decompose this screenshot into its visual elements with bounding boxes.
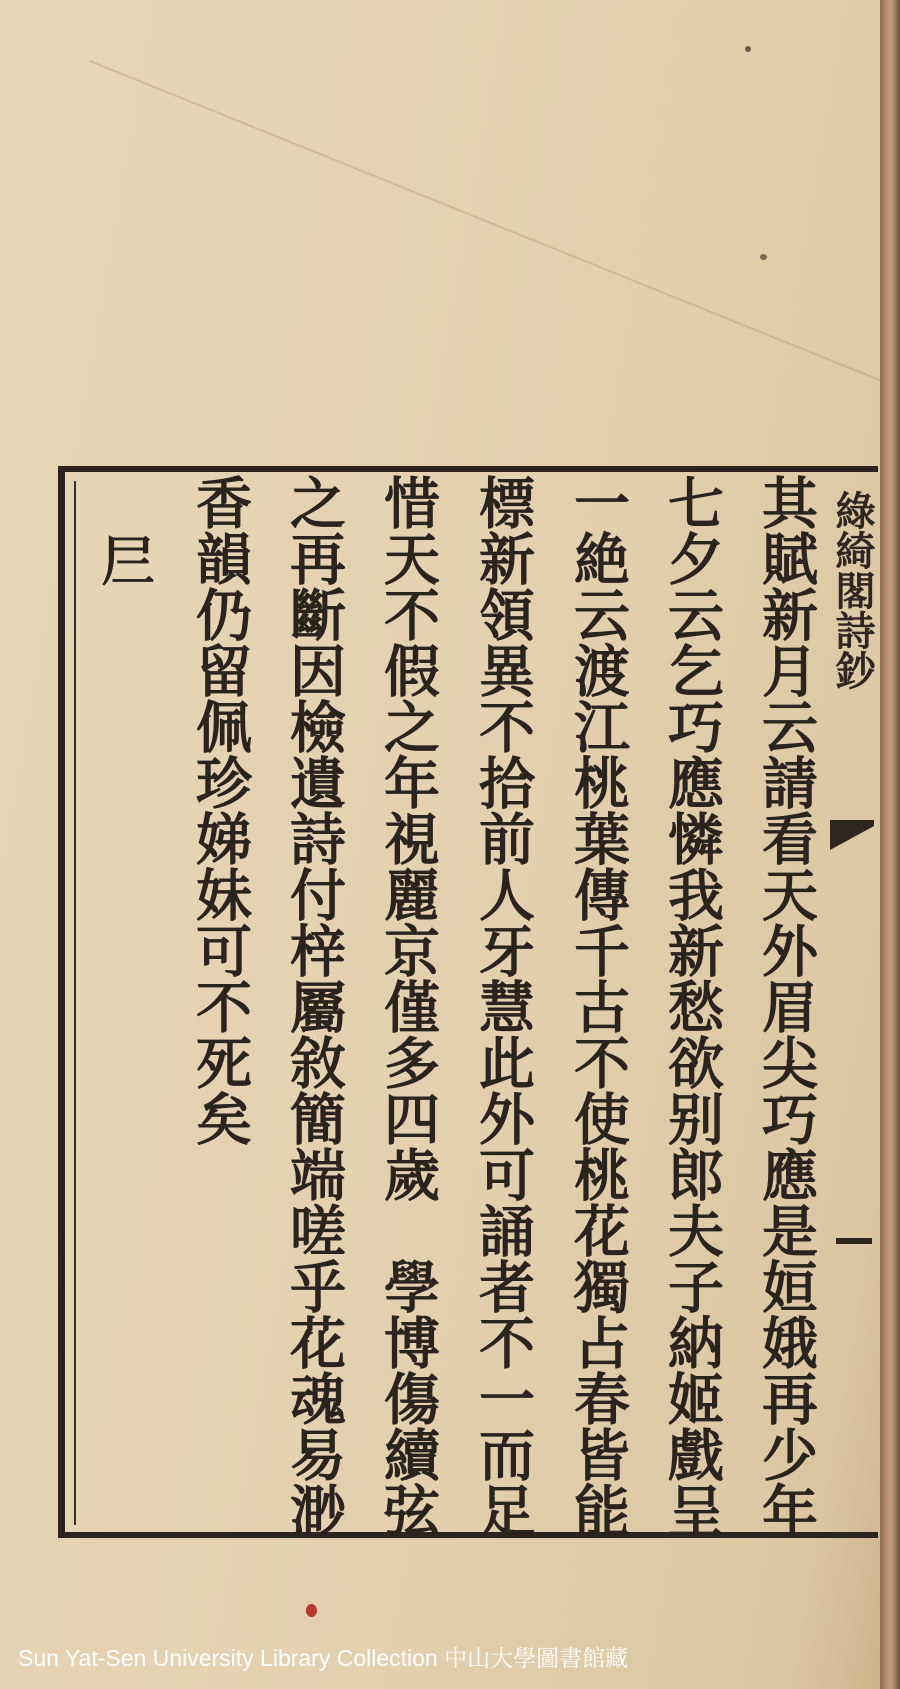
text-column-2: 七夕云乞巧應憐我新愁欲别郎夫子納姬戲呈 bbox=[659, 474, 725, 1538]
red-spot bbox=[306, 1604, 317, 1617]
text-column-1: 其賦新月云請看天外眉尖巧應是姮娥再少年 bbox=[753, 474, 819, 1538]
margin-title: 綠綺閣詩鈔 bbox=[829, 490, 876, 690]
text-column-3: 一絶云渡江桃葉傳千古不使桃花獨占春皆能 bbox=[565, 474, 631, 1538]
page-edge bbox=[880, 0, 900, 1689]
text-column-5: 惜天不假之年視麗京僅多四歲 學博傷續弦 bbox=[375, 474, 441, 1538]
frame-inner-line bbox=[74, 481, 76, 1525]
ink-spot bbox=[745, 46, 751, 52]
text-column-7: 香韻仍留佩珍娣妹可不死矣 bbox=[187, 474, 253, 1146]
text-column-6: 之再斷因檢遺詩付梓屬敘簡端嗟乎花魂易渺 bbox=[281, 474, 347, 1538]
text-column-8: 𡰥 bbox=[93, 530, 159, 586]
paper-crease bbox=[89, 60, 900, 399]
library-credit: Sun Yat-Sen University Library Collection 中山大學圖書館藏 bbox=[18, 1645, 629, 1671]
text-column-4: 標新領異不拾前人牙慧此外可誦者不一而足 bbox=[470, 474, 536, 1538]
ink-spot bbox=[760, 254, 767, 260]
